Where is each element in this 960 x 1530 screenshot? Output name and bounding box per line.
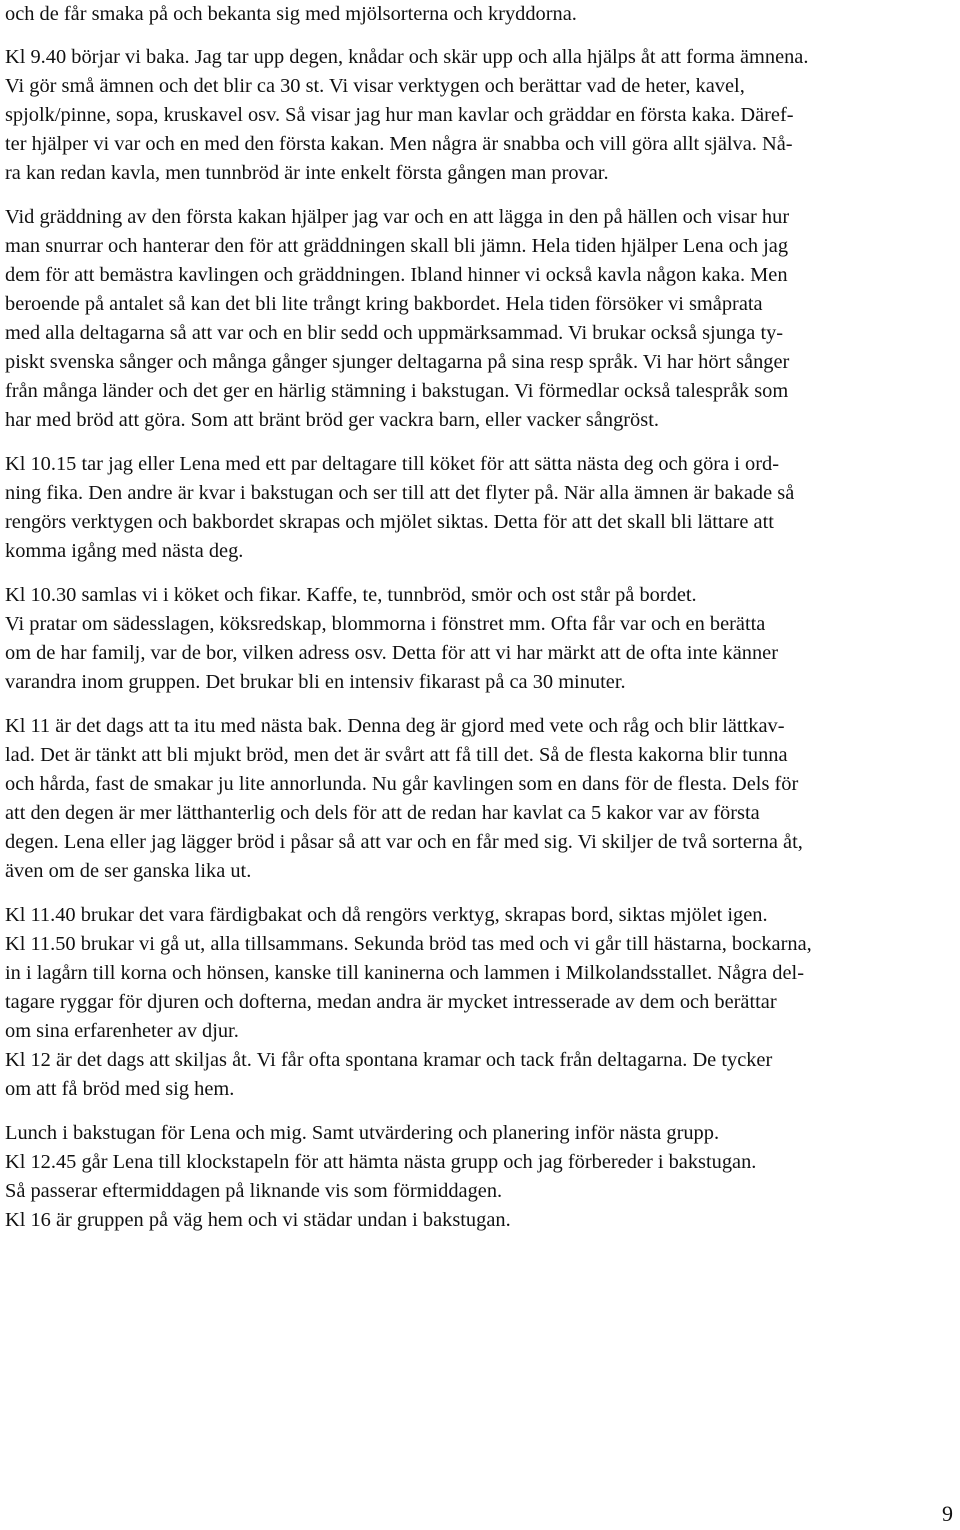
text-line: Kl 11.50 brukar vi gå ut, alla tillsammans. Sekunda bröd tas med och vi går till hästarna, bockarna,: [5, 933, 812, 955]
text-line: degen. Lena eller jag lägger bröd i påsar så att var och en får med sig. Vi skiljer de två sorterna åt,: [5, 831, 803, 853]
text-line: dem för att bemästra kavlingen och gräddningen. Ibland hinner vi också kavla någon kaka. Men: [5, 264, 788, 286]
paragraph-1140: [5, 901, 953, 1104]
text-line: Kl 11.40 brukar det vara färdigbakat och då rengörs verktyg, skrapas bord, siktas mjölet igen.: [5, 904, 768, 926]
text-line: även om de ser ganska lika ut.: [5, 860, 252, 882]
document-page: [5, 0, 953, 1235]
text-line: ra kan redan kavla, men tunnbröd är inte enkelt första gången man provar.: [5, 162, 609, 184]
text-line: och hårda, fast de smakar ju lite annorlunda. Nu går kavlingen som en dans för de flesta. Dels för: [5, 773, 799, 795]
text-line: Kl 9.40 börjar vi baka. Jag tar upp degen, knådar och skär upp och alla hjälps åt att forma ämnena.: [5, 46, 809, 68]
text-line: piskt svenska sånger och många gånger sjunger deltagarna på sina resp språk. Vi har hört sånger: [5, 351, 790, 373]
paragraph-1015: [5, 450, 953, 566]
paragraph-baking-start: [5, 43, 953, 188]
text-line: Kl 12.45 går Lena till klockstapeln för att hämta nästa grupp och jag förbereder i bakstugan.: [5, 1151, 757, 1173]
paragraph-1030: [5, 581, 953, 697]
paragraph-afternoon: [5, 1119, 953, 1235]
text-line: ning fika. Den andre är kvar i bakstugan och ser till att det flyter på. När alla ämnen är bakade så: [5, 482, 795, 504]
text-line: ter hjälper vi var och en med den första kakan. Men några är snabba och vill göra allt själva. Nå-: [5, 133, 793, 155]
paragraph-1100: [5, 712, 953, 886]
text-line: och de får smaka på och bekanta sig med mjölsorterna och kryddorna.: [5, 3, 577, 25]
text-line: Kl 10.15 tar jag eller Lena med ett par deltagare till köket för att sätta nästa deg och göra i ord-: [5, 453, 779, 475]
text-line: om att få bröd med sig hem.: [5, 1078, 235, 1100]
text-line: man snurrar och hanterar den för att gräddningen skall bli jämn. Hela tiden hjälper Lena och jag: [5, 235, 789, 257]
text-line: Vid gräddning av den första kakan hjälper jag var och en att lägga in den på hällen och visar hur: [5, 206, 790, 228]
text-line: att den degen är mer lätthanterlig och dels för att de redan har kavlat ca 5 kakor var av första: [5, 802, 760, 824]
text-line: beroende på antalet så kan det bli lite trångt kring bakbordet. Hela tiden försöker vi småprata: [5, 293, 763, 315]
text-line: in i lagårn till korna och hönsen, kanske till kaninerna och lammen i Milkolandsstallet. Några del-: [5, 962, 804, 984]
text-line: Kl 11 är det dags att ta itu med nästa bak. Denna deg är gjord med vete och råg och blir lättkav-: [5, 715, 785, 737]
text-line: om sina erfarenheter av djur.: [5, 1020, 239, 1042]
text-line: med alla deltagarna så att var och en blir sedd och uppmärksammad. Vi brukar också sjunga ty-: [5, 322, 784, 344]
text-line: Vi pratar om sädesslagen, köksredskap, blommorna i fönstret mm. Ofta får var och en berätta: [5, 613, 766, 635]
text-line: rengörs verktygen och bakbordet skrapas och mjölet siktas. Detta för att det skall bli lättare att: [5, 511, 774, 533]
text-line: Så passerar eftermiddagen på liknande vis som förmiddagen.: [5, 1180, 503, 1202]
paragraph-intro-tail: [5, 0, 953, 29]
text-line: Kl 12 är det dags att skiljas åt. Vi får ofta spontana kramar och tack från deltagarna. De tycker: [5, 1049, 773, 1071]
text-line: komma igång med nästa deg.: [5, 540, 244, 562]
text-line: från många länder och det ger en härlig stämning i bakstugan. Vi förmedlar också talespråk som: [5, 380, 789, 402]
text-line: om de har familj, var de bor, vilken adress osv. Detta för att vi har märkt att de ofta inte känner: [5, 642, 779, 664]
text-line: Kl 10.30 samlas vi i köket och fikar. Kaffe, te, tunnbröd, smör och ost står på bordet.: [5, 584, 697, 606]
text-line: spjolk/pinne, sopa, kruskavel osv. Så visar jag hur man kavlar och gräddar en första kaka. Däref-: [5, 104, 794, 126]
text-line: Vi gör små ämnen och det blir ca 30 st. Vi visar verktygen och berättar vad de heter, kavel,: [5, 75, 745, 97]
text-line: har med bröd att göra. Som att bränt bröd ger vackra barn, eller vacker sångröst.: [5, 409, 659, 431]
text-line: varandra inom gruppen. Det brukar bli en intensiv fikarast på ca 30 minuter.: [5, 671, 626, 693]
page-number: 9: [942, 1501, 953, 1526]
text-line: lad. Det är tänkt att bli mjukt bröd, men det är svårt att få till det. Så de flesta kakorna blir tunna: [5, 744, 788, 766]
text-line: Lunch i bakstugan för Lena och mig. Samt utvärdering och planering inför nästa grupp.: [5, 1122, 720, 1144]
text-line: Kl 16 är gruppen på väg hem och vi städar undan i bakstugan.: [5, 1209, 511, 1231]
text-line: tagare ryggar för djuren och dofterna, medan andra är mycket intresserade av dem och berättar: [5, 991, 777, 1013]
paragraph-baking-process: [5, 203, 953, 435]
